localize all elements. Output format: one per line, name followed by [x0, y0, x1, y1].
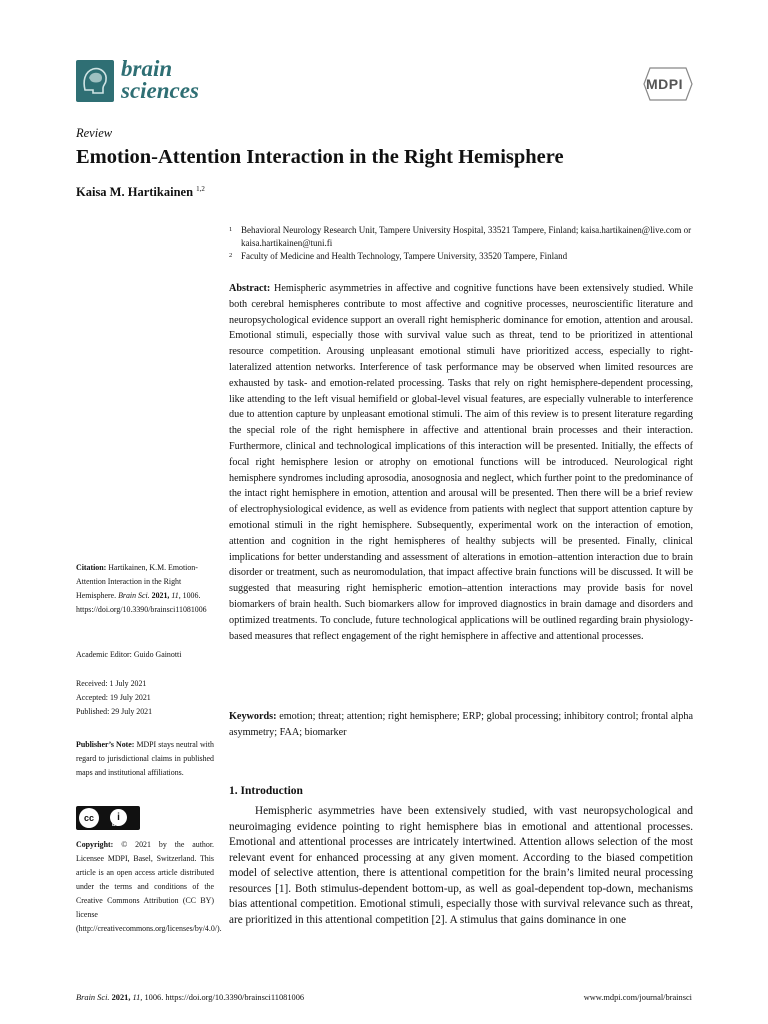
footer-journal-url[interactable]: www.mdpi.com/journal/brainsci [583, 993, 692, 1002]
affiliation-text: Behavioral Neurology Research Unit, Tampere University Hospital, 33521 Tampere, Finland; kaisa.hartikainen@live.com or kaisa.hartikainen@tuni.fi [241, 225, 692, 248]
published-date: Published: 29 July 2021 [76, 707, 153, 716]
dates-block [76, 677, 214, 719]
abstract-label: Abstract: [229, 283, 271, 294]
received-date: Received: 1 July 2021 [76, 679, 147, 688]
author-name: Kaisa M. Hartikainen [76, 185, 194, 200]
section-body: Hemispheric asymmetries have been extensively studied, with vast neuropsychological and neuroimaging evidence pointing to right hemisphere bias in emotional and attentional processes. Emotional and attentional processes are intricately intertwined. Attention allows selection of the most relevant event for enhanced processing at any given moment. According to the biased competition model of selective attention, there is attentional competition for the brain’s limited neural processing resources [1]. Both stimulus-dependent bottom-up, as well as goal-dependent top-down, mechanisms bias attentional competition. Emotional stimuli, especially those with survival relevance such as threat, are prioritized in this attentional competition [2]. A stimulus that gains dominance in one [229, 805, 693, 926]
note-label: Publisher’s Note: [76, 740, 135, 749]
citation-year: 2021, [151, 591, 170, 600]
citation-block [76, 561, 214, 617]
keywords [229, 709, 693, 741]
footer-journal: Brain Sci. [76, 993, 110, 1002]
keywords-text: emotion; threat; attention; right hemisphere; ERP; global processing; inhibitory control; frontal alpha asymmetry; FAA; biomarker [229, 711, 693, 738]
journal-name: brain sciences [121, 56, 199, 103]
copyright-block [76, 838, 222, 936]
affiliation-number: 2 [229, 252, 233, 259]
affiliation-number: 1 [229, 226, 233, 233]
by-label: BY [112, 822, 119, 828]
author-affiliation-marks: 1,2 [196, 185, 205, 193]
publisher-name: MDPI [646, 76, 683, 92]
accepted-date: Accepted: 19 July 2021 [76, 693, 151, 702]
attribution-icon: i [110, 809, 127, 826]
publisher-note [76, 738, 214, 780]
footer-volume: 11, [132, 993, 143, 1002]
article-title: Emotion-Attention Interaction in the Right Hemisphere [76, 146, 564, 168]
brain-head-icon [76, 60, 114, 102]
footer-citation [76, 993, 304, 1002]
note-text: MDPI stays neutral with regard to jurisdictional claims in published maps and institutional affiliations. [76, 740, 214, 777]
abstract-text: Hemispheric asymmetries in affective and cognitive functions have been extensively studied. While both cerebral hemispheres contribute to most affective and cognitive processes, neuroscientific literature and neuropsychological evidence support an overall right hemispheric dominance for emotion, attention and arousal. Emotional stimuli, especially those with survival value such as threat, tend to be prioritized in attentional resource competition. Arousing unpleasant emotional stimuli have prioritized access, especially to right-lateralized attention networks. Interference of task performance may be observed when limited resources are exhausted by task- and emotion-related processing. Tasks that rely on right hemisphere-dependent processing, like attending to the left visual hemifield or global-level visual features, are especially vulnerable to interference due to attention capture by unpleasant emotional stimuli. The aim of this review is to present literature regarding the special role of the right hemisphere in affective and attentional brain processes and their interaction. Furthermore, clinical and technological implications of this interaction will be presented. Initially, the effects of focal right hemisphere lesion or atrophy on emotional functions will be introduced. Neurological right hemisphere syndromes including aprosodia, anosognosia and neglect, which further point to the predominance of the intact right hemisphere in emotion, attention and arousal will be presented. Then there will be a brief review of electrophysiological evidence, as well as evidence from patients with neglect that support attention capture by emotional stimuli in the right hemisphere. Subsequently, experimental work on the interaction of emotion, attention and cognition in the right hemispheres of healthy subjects will be presented. Finally, clinical implications for better understanding and assessment of alterations in emotion–attention interaction due to brain disorder or treatment, such as neuromodulation, that impact affective brain functions will be discussed. It will be suggested that measuring right hemispheric emotion–attention interactions may provide basis for novel biomarkers of brain health. Such biomarkers allow for improved diagnostics in brain damage and disorders and optimized treatments. To conclude, future technological applications will be outlined regarding brain physiology-based measures that reflect engagement of the right hemisphere in affective and attentional processes. [229, 283, 694, 642]
keywords-label: Keywords: [229, 711, 277, 722]
affiliation-item [229, 250, 699, 263]
affiliations [229, 224, 699, 263]
mdpi-logo [642, 66, 694, 102]
footer-doi[interactable]: 1006. https://doi.org/10.3390/brainsci11081006 [144, 993, 305, 1002]
citation-doi[interactable]: 1006. https://doi.org/10.3390/brainsci11081006 [76, 591, 207, 614]
affiliation-item [229, 224, 699, 250]
abstract [229, 281, 693, 644]
author-line [76, 185, 205, 200]
article-type: Review [76, 126, 113, 140]
footer-year: 2021, [111, 993, 131, 1002]
cc-by-license-icon[interactable] [76, 806, 140, 830]
citation-volume: 11, [171, 591, 181, 600]
academic-editor: Academic Editor: Guido Gainotti [76, 650, 182, 659]
citation-author: Hartikainen, K.M. Emotion-Attention Interaction in the Right Hemisphere. [76, 563, 198, 600]
copyright-text: © 2021 by the author. Licensee MDPI, Basel, Switzerland. This article is an open access article distributed under the terms and conditions of the Creative Commons Attribution (CC BY) license (http://creativecommons.org/licenses/by/4.0/). [76, 840, 222, 933]
copyright-label: Copyright: [76, 840, 114, 849]
cc-icon: cc [79, 808, 99, 828]
section-heading: 1. Introduction [229, 785, 303, 797]
journal-logo [76, 56, 236, 106]
citation-journal: Brain Sci. [118, 591, 150, 600]
citation-label: Citation: [76, 563, 107, 572]
affiliation-text: Faculty of Medicine and Health Technology, Tampere University, 33520 Tampere, Finland [241, 251, 568, 261]
